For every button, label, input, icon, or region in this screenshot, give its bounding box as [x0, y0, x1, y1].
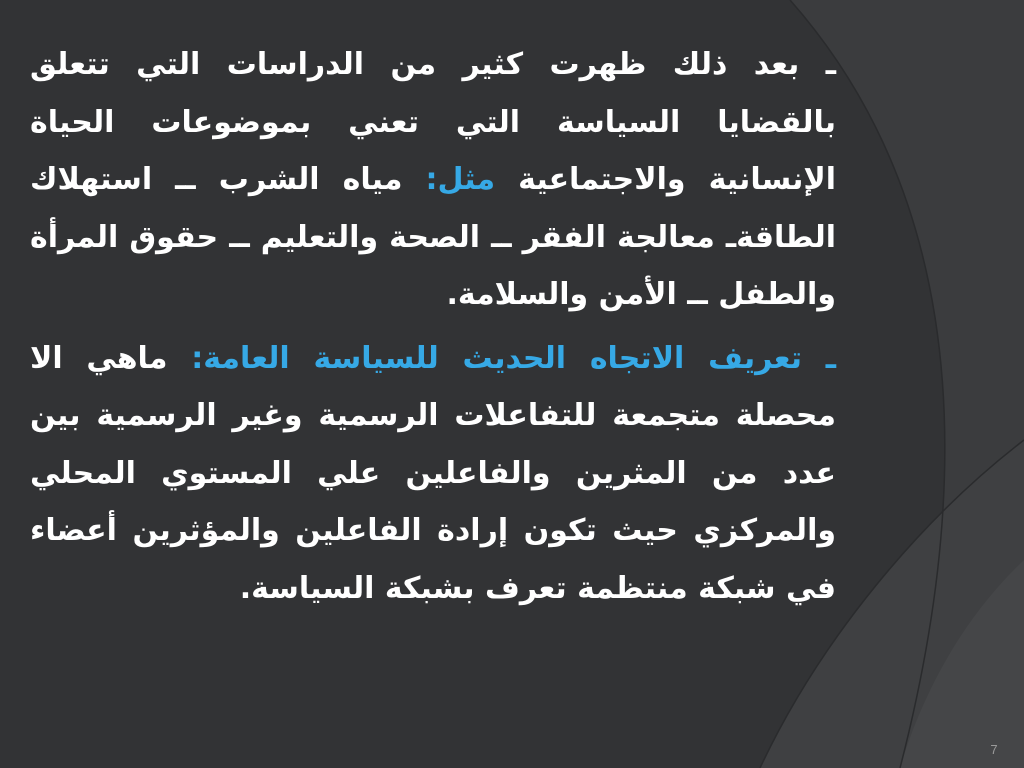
paragraph-definition [30, 330, 836, 618]
paragraph-1-intro: ـ بعد ذلك ظهرت كثير من الدراسات التي تتعلق بالقضايا السياسة التي تعني بموضوعات الحياة الإنسانية والاجتماعية [30, 47, 836, 197]
paragraph-1-examples: مياه الشرب ــ استهلاك الطاقةـ معالجة الفقر ــ الصحة والتعليم ــ حقوق المرأة والطفل ــ الأمن والسلامة. [30, 162, 836, 312]
example-label: مثل: [425, 162, 496, 197]
paragraph-studies [30, 36, 836, 324]
slide-body [30, 36, 836, 623]
page-number: 7 [990, 742, 998, 757]
definition-text: ماهي الا محصلة متجمعة للتفاعلات الرسمية وغير الرسمية بين عدد من المثرين والفاعلين علي المستوي المحلي والمركزي حيث تكون إرادة الفاعلين والمؤثرين أعضاء في شبكة منتظمة تعرف بشبكة السياسة. [30, 340, 836, 606]
definition-heading: ـ تعريف الاتجاه الحديث للسياسة العامة: [191, 340, 836, 376]
